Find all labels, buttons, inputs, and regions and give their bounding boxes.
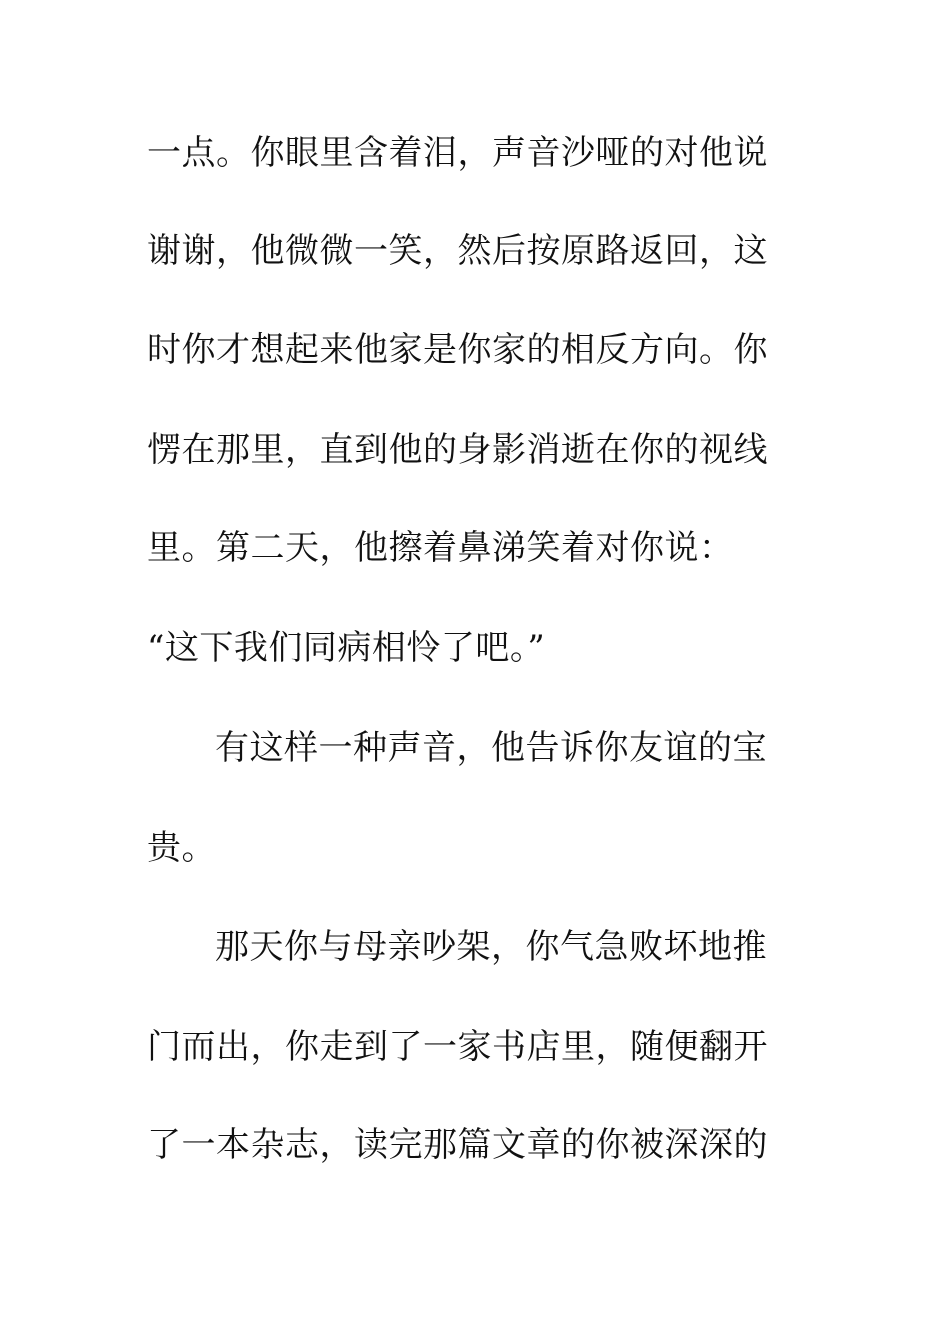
text-line: “这下我们同病相怜了吧。” <box>147 628 546 668</box>
text-line: 愣在那里，直到他的身影消逝在你的视线 <box>147 430 768 470</box>
text-line: 贵。 <box>147 828 216 868</box>
text-line: 谢谢，他微微一笑，然后按原路返回，这 <box>147 231 768 271</box>
text-line: 时你才想起来他家是你家的相反方向。你 <box>147 330 768 370</box>
text-line: 里。第二天，他擦着鼻涕笑着对你说： <box>147 528 734 568</box>
text-line: 门而出，你走到了一家书店里，随便翻开 <box>147 1027 768 1067</box>
text-line: 一点。你眼里含着泪，声音沙哑的对他说 <box>147 133 768 173</box>
paragraph-start-line: 那天你与母亲吵架，你气急败坏地推 <box>215 927 767 967</box>
text-line: 了一本杂志，读完那篇文章的你被深深的 <box>147 1125 768 1165</box>
paragraph-start-line: 有这样一种声音，他告诉你友谊的宝 <box>215 728 767 768</box>
